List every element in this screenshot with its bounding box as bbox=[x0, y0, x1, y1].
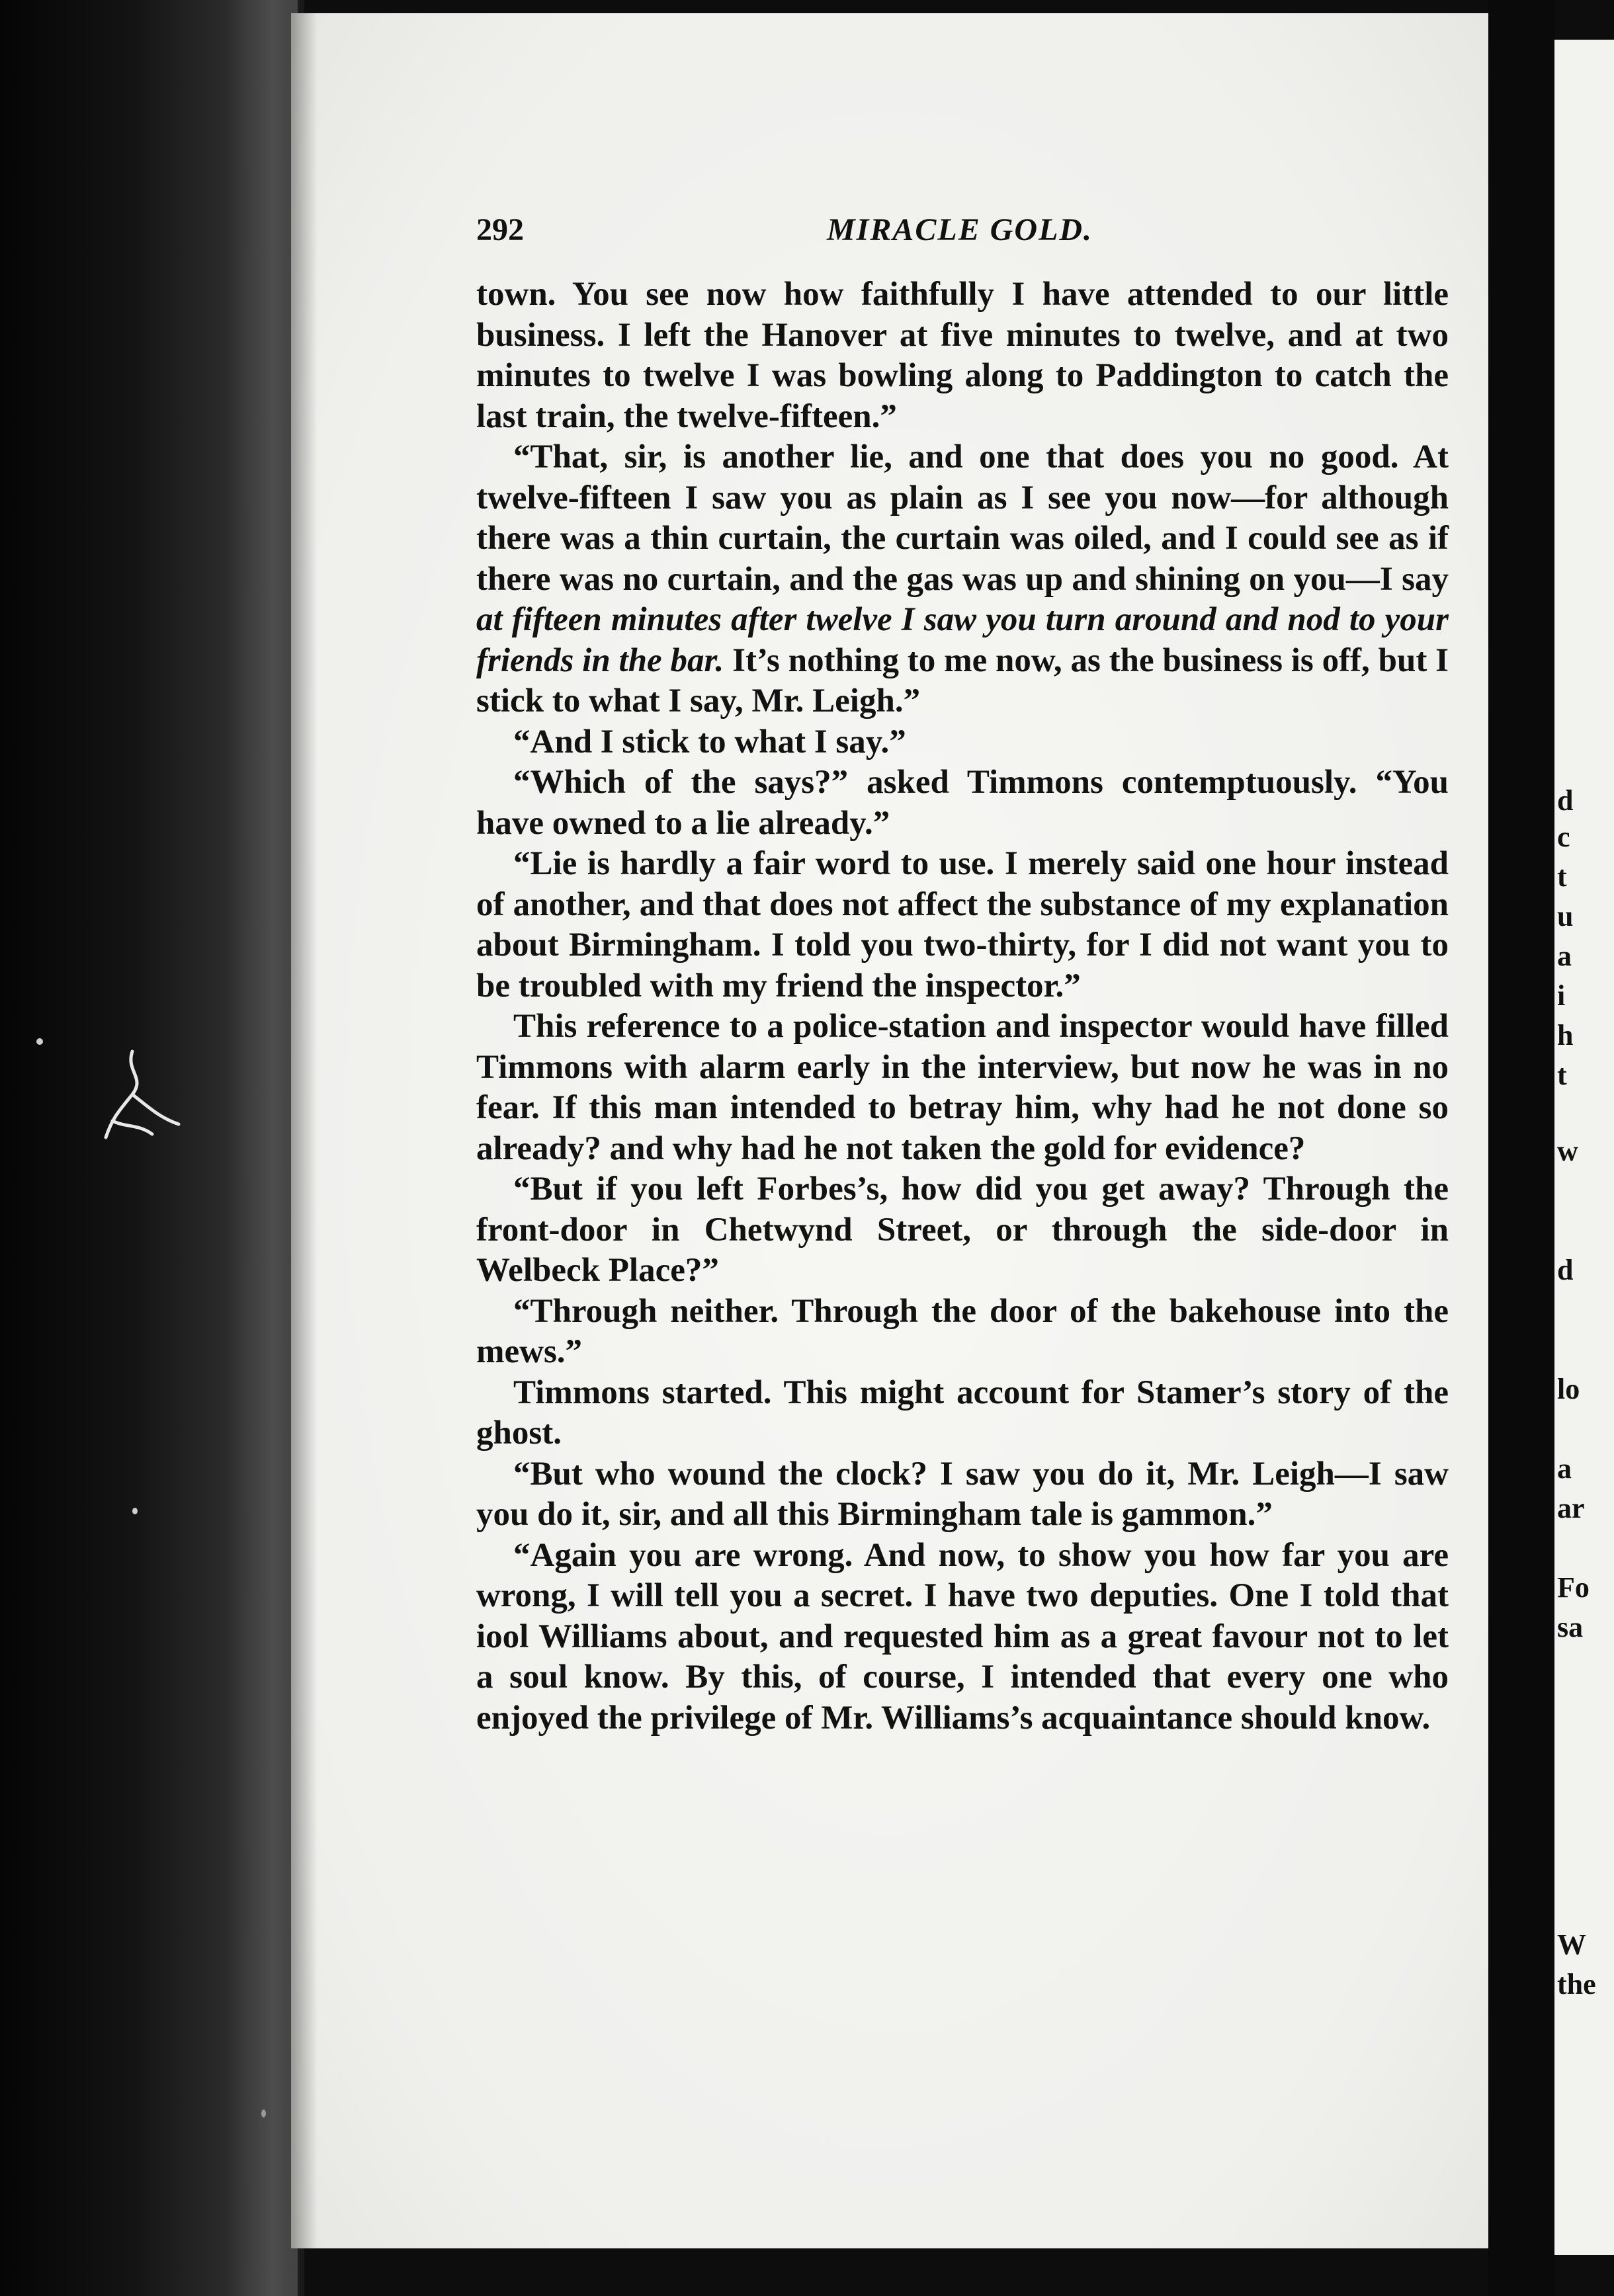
next-page-fragment: w bbox=[1557, 1135, 1578, 1167]
page-gap bbox=[1488, 0, 1554, 2296]
page-edge-shadow bbox=[291, 13, 318, 2248]
next-page-edge bbox=[1554, 40, 1614, 2255]
gutter-speck bbox=[36, 1038, 43, 1045]
next-page-fragment: sa bbox=[1557, 1611, 1584, 1643]
paragraph bbox=[476, 1373, 1449, 1454]
next-page-fragment: t bbox=[1557, 1059, 1567, 1091]
next-page-fragment: the bbox=[1557, 1968, 1596, 2000]
next-page-fragment: a bbox=[1557, 1452, 1572, 1485]
text-run: It’s nothing to me now, as the business is off, but I stick to what I say, Mr. Leigh.” bbox=[476, 641, 1449, 719]
next-page-fragment: t bbox=[1557, 860, 1567, 893]
running-title: MIRACLE GOLD. bbox=[827, 212, 1093, 247]
gutter-speck bbox=[132, 1508, 138, 1514]
text-run: “Lie is hardly a fair word to use. I merely said one hour instead of another, and that does not affect the substance of my explanation about Birmingham. I told you two-thirty, for I did not want you to be troubled with my friend the inspector.” bbox=[476, 845, 1449, 1004]
text-run: This reference to a police-station and inspector would have filled Timmons with alarm early in the interview, but now he was in no fear. If this man intended to betray him, why had he not done so already? and why had he not taken the gold for evidence? bbox=[476, 1008, 1449, 1167]
text-run: “But who wound the clock? I saw you do it, Mr. Leigh—I saw you do it, sir, and all this Birmingham tale is gammon.” bbox=[476, 1455, 1449, 1533]
text-run: “That, sir, is another lie, and one that does you no good. At twelve-fifteen I saw you as plain as I see you now—for although there was a thin curtain, the curtain was oiled, and I could see as if there was no curtain, and the gas was up and shining on you—I say bbox=[476, 438, 1449, 598]
next-page-fragment: c bbox=[1557, 821, 1570, 853]
text-run: “And I stick to what I say.” bbox=[513, 723, 906, 760]
stray-thread-mark bbox=[86, 1045, 185, 1157]
next-page-fragment: d bbox=[1557, 784, 1574, 817]
gutter-speck bbox=[261, 2110, 266, 2117]
body-text bbox=[476, 274, 1449, 1739]
next-page-fragment: W bbox=[1557, 1928, 1586, 1961]
next-page-fragment: d bbox=[1557, 1254, 1574, 1286]
paragraph bbox=[476, 1536, 1449, 1739]
paragraph bbox=[476, 1292, 1449, 1373]
next-page-fragment: i bbox=[1557, 979, 1566, 1012]
paragraph bbox=[476, 722, 1449, 763]
paragraph bbox=[476, 844, 1449, 1006]
text-run: “But if you left Forbes’s, how did you get away? Through the front-door in Chetwynd Street, or through the side-door in Welbeck Place?” bbox=[476, 1170, 1449, 1289]
next-page-fragment: ar bbox=[1557, 1492, 1585, 1524]
paragraph bbox=[476, 274, 1449, 437]
paragraph bbox=[476, 762, 1449, 844]
paragraph bbox=[476, 1454, 1449, 1536]
text-run: “Again you are wrong. And now, to show you how far you are wrong, I will tell you a secret. I have two deputies. One I told that iool Williams about, and requested him as a great favour not to let a soul know. By this, of course, I intended that every one who enjoyed the privilege of Mr. Williams’s acquaintance should know. bbox=[476, 1536, 1449, 1737]
next-page-fragment: lo bbox=[1557, 1373, 1580, 1405]
paragraph bbox=[476, 437, 1449, 722]
paragraph bbox=[476, 1006, 1449, 1169]
page-header bbox=[476, 212, 1449, 265]
next-page-fragment: a bbox=[1557, 940, 1572, 972]
next-page-fragment: h bbox=[1557, 1019, 1574, 1051]
text-run: town. You see now how faithfully I have attended to our little business. I left the Hanover at five minutes to twelve, and at two minutes to twelve I was bowling along to Paddington to catch the last train, the twelve-fifteen.” bbox=[476, 276, 1449, 435]
next-page-fragment: u bbox=[1557, 900, 1574, 932]
text-run: “Through neither. Through the door of the bakehouse into the mews.” bbox=[476, 1292, 1449, 1370]
paragraph bbox=[476, 1169, 1449, 1292]
italic-text-run: at fifteen minutes after twelve I saw you turn around and nod to your friends in the bar. bbox=[476, 601, 1449, 679]
text-run: “Which of the says?” asked Timmons contemptuously. “You have owned to a lie already.” bbox=[476, 764, 1449, 842]
page-number: 292 bbox=[476, 212, 524, 247]
next-page-fragment: Fo bbox=[1557, 1571, 1590, 1604]
text-run: Timmons started. This might account for Stamer’s story of the ghost. bbox=[476, 1374, 1449, 1452]
